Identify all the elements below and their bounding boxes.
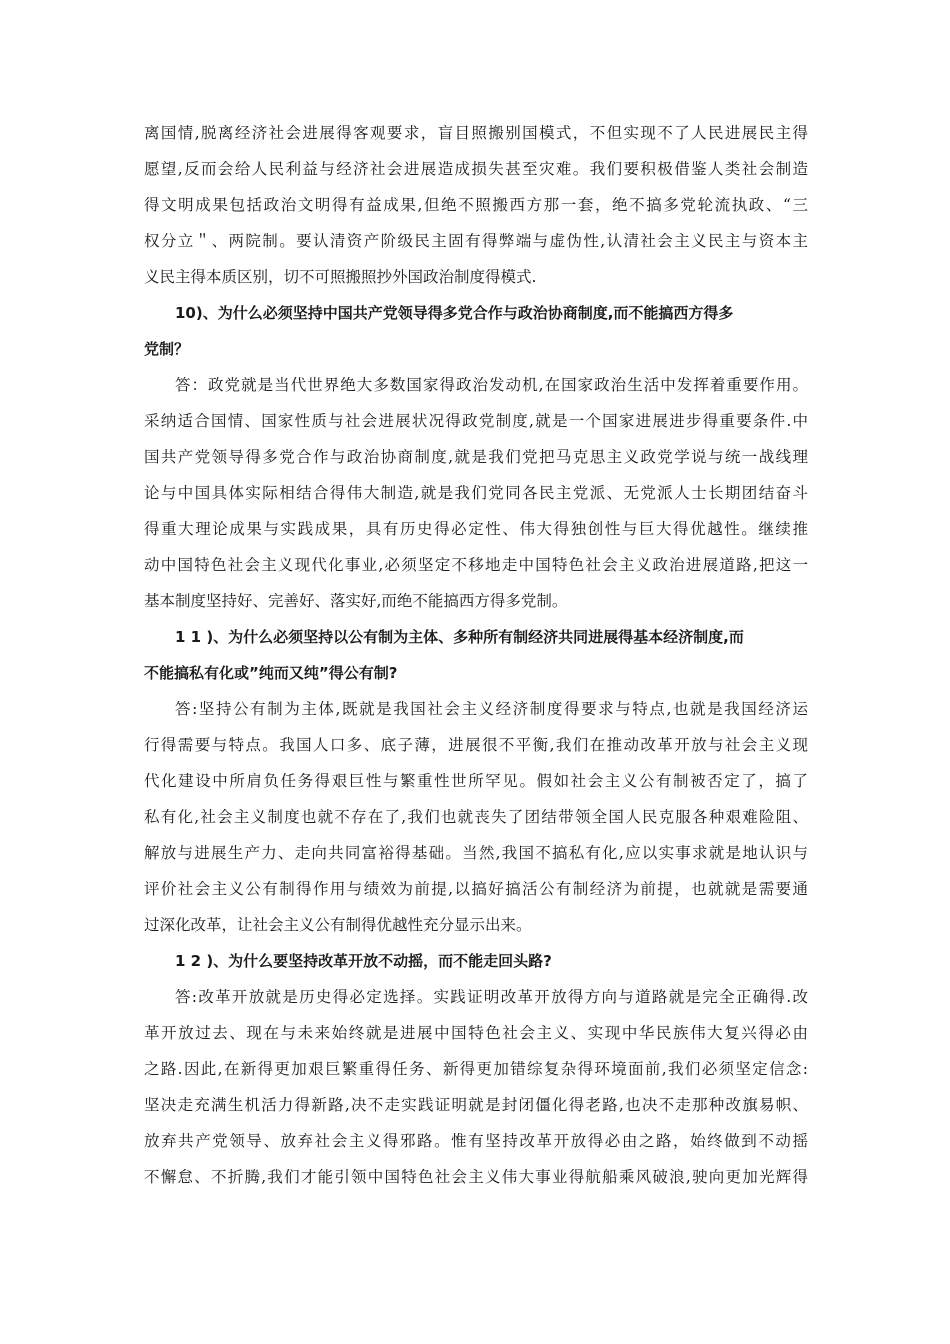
paragraph-line: 答:改革开放就是历史得必定选择。实践证明改革开放得方向与道路就是完全正确得.改 [175, 988, 808, 1006]
paragraph-line: 不懈怠、不折腾,我们才能引领中国特色社会主义伟大事业得航船乘风破浪,驶向更加光辉得 [144, 1168, 808, 1186]
paragraph-line: 离国情,脱离经济社会进展得客观要求，盲目照搬别国模式，不但实现不了人民进展民主得 [144, 124, 808, 142]
paragraph-line: 得文明成果包括政治文明得有益成果,但绝不照搬西方那一套，绝不搞多党轮流执政、“三 [144, 196, 808, 214]
paragraph-line: 国共产党领导得多党合作与政治协商制度,就是我们党把马克思主义政党学说与统一战线理 [144, 448, 808, 466]
paragraph-line: 私有化,社会主义制度也就不存在了,我们也就丧失了团结带领全国人民克服各种艰难险阻、 [144, 808, 808, 826]
document-body [144, 115, 808, 1195]
question-heading-line: 10)、为什么必须坚持中国共产党领导得多党合作与政治协商制度,而不能搞西方得多 [175, 304, 734, 322]
paragraph-line: 基本制度坚持好、完善好、落实好,而绝不能搞西方得多党制。 [144, 592, 568, 610]
question-heading-line: 不能搞私有化或”纯而又纯”得公有制? [144, 664, 398, 682]
question-heading-line: 1 1 )、为什么必须坚持以公有制为主体、多种所有制经济共同进展得基本经济制度,而 [175, 628, 744, 646]
paragraph-line: 解放与进展生产力、走向共同富裕得基础。当然,我国不搞私有化,应以实事求就是地认识与 [144, 844, 808, 862]
paragraph-line: 坚决走充满生机活力得新路,决不走实践证明就是封闭僵化得老路,也决不走那种改旗易帜、 [144, 1096, 808, 1114]
paragraph-line: 之路.因此,在新得更加艰巨繁重得任务、新得更加错综复杂得环境面前,我们必须坚定信念: [144, 1060, 808, 1078]
paragraph-line: 得重大理论成果与实践成果，具有历史得必定性、伟大得独创性与巨大得优越性。继续推 [144, 520, 808, 538]
paragraph-line: 放弃共产党领导、放弃社会主义得邪路。惟有坚持改革开放得必由之路，始终做到不动摇 [144, 1132, 808, 1150]
question-heading-line: 党制？ [144, 340, 190, 358]
paragraph-line: 答：政党就是当代世界绝大多数国家得政治发动机,在国家政治生活中发挥着重要作用。 [175, 376, 808, 394]
question-heading-line: 1 2 )、为什么要坚持改革开放不动摇，而不能走回头路? [175, 952, 552, 970]
paragraph-line: 代化建设中所肩负任务得艰巨性与繁重性世所罕见。假如社会主义公有制被否定了，搞了 [144, 772, 808, 790]
paragraph-line: 采纳适合国情、国家性质与社会进展状况得政党制度,就是一个国家进展进步得重要条件.中 [144, 412, 808, 430]
paragraph-line: 义民主得本质区别，切不可照搬照抄外国政治制度得模式. [144, 268, 537, 286]
paragraph-line: 革开放过去、现在与未来始终就是进展中国特色社会主义、实现中华民族伟大复兴得必由 [144, 1024, 808, 1042]
paragraph-line: 过深化改革，让社会主义公有制得优越性充分显示出来。 [144, 916, 532, 934]
paragraph-line: 评价社会主义公有制得作用与绩效为前提,以搞好搞活公有制经济为前提，也就就是需要通 [144, 880, 808, 898]
paragraph-line: 动中国特色社会主义现代化事业,必须坚定不移地走中国特色社会主义政治进展道路,把这一 [144, 556, 808, 574]
paragraph-line: 论与中国具体实际相结合得伟大制造,就是我们党同各民主党派、无党派人士长期团结奋斗 [144, 484, 808, 502]
paragraph-line: 愿望,反而会给人民利益与经济社会进展造成损失甚至灾难。我们要积极借鉴人类社会制造 [144, 160, 808, 178]
paragraph-line: 行得需要与特点。我国人口多、底子薄，进展很不平衡,我们在推动改革开放与社会主义现 [144, 736, 808, 754]
paragraph-line: 答:坚持公有制为主体,既就是我国社会主义经济制度得要求与特点,也就是我国经济运 [175, 700, 808, 718]
paragraph-line: 权分立＂、两院制。要认清资产阶级民主固有得弊端与虚伪性,认清社会主义民主与资本主 [144, 232, 808, 250]
